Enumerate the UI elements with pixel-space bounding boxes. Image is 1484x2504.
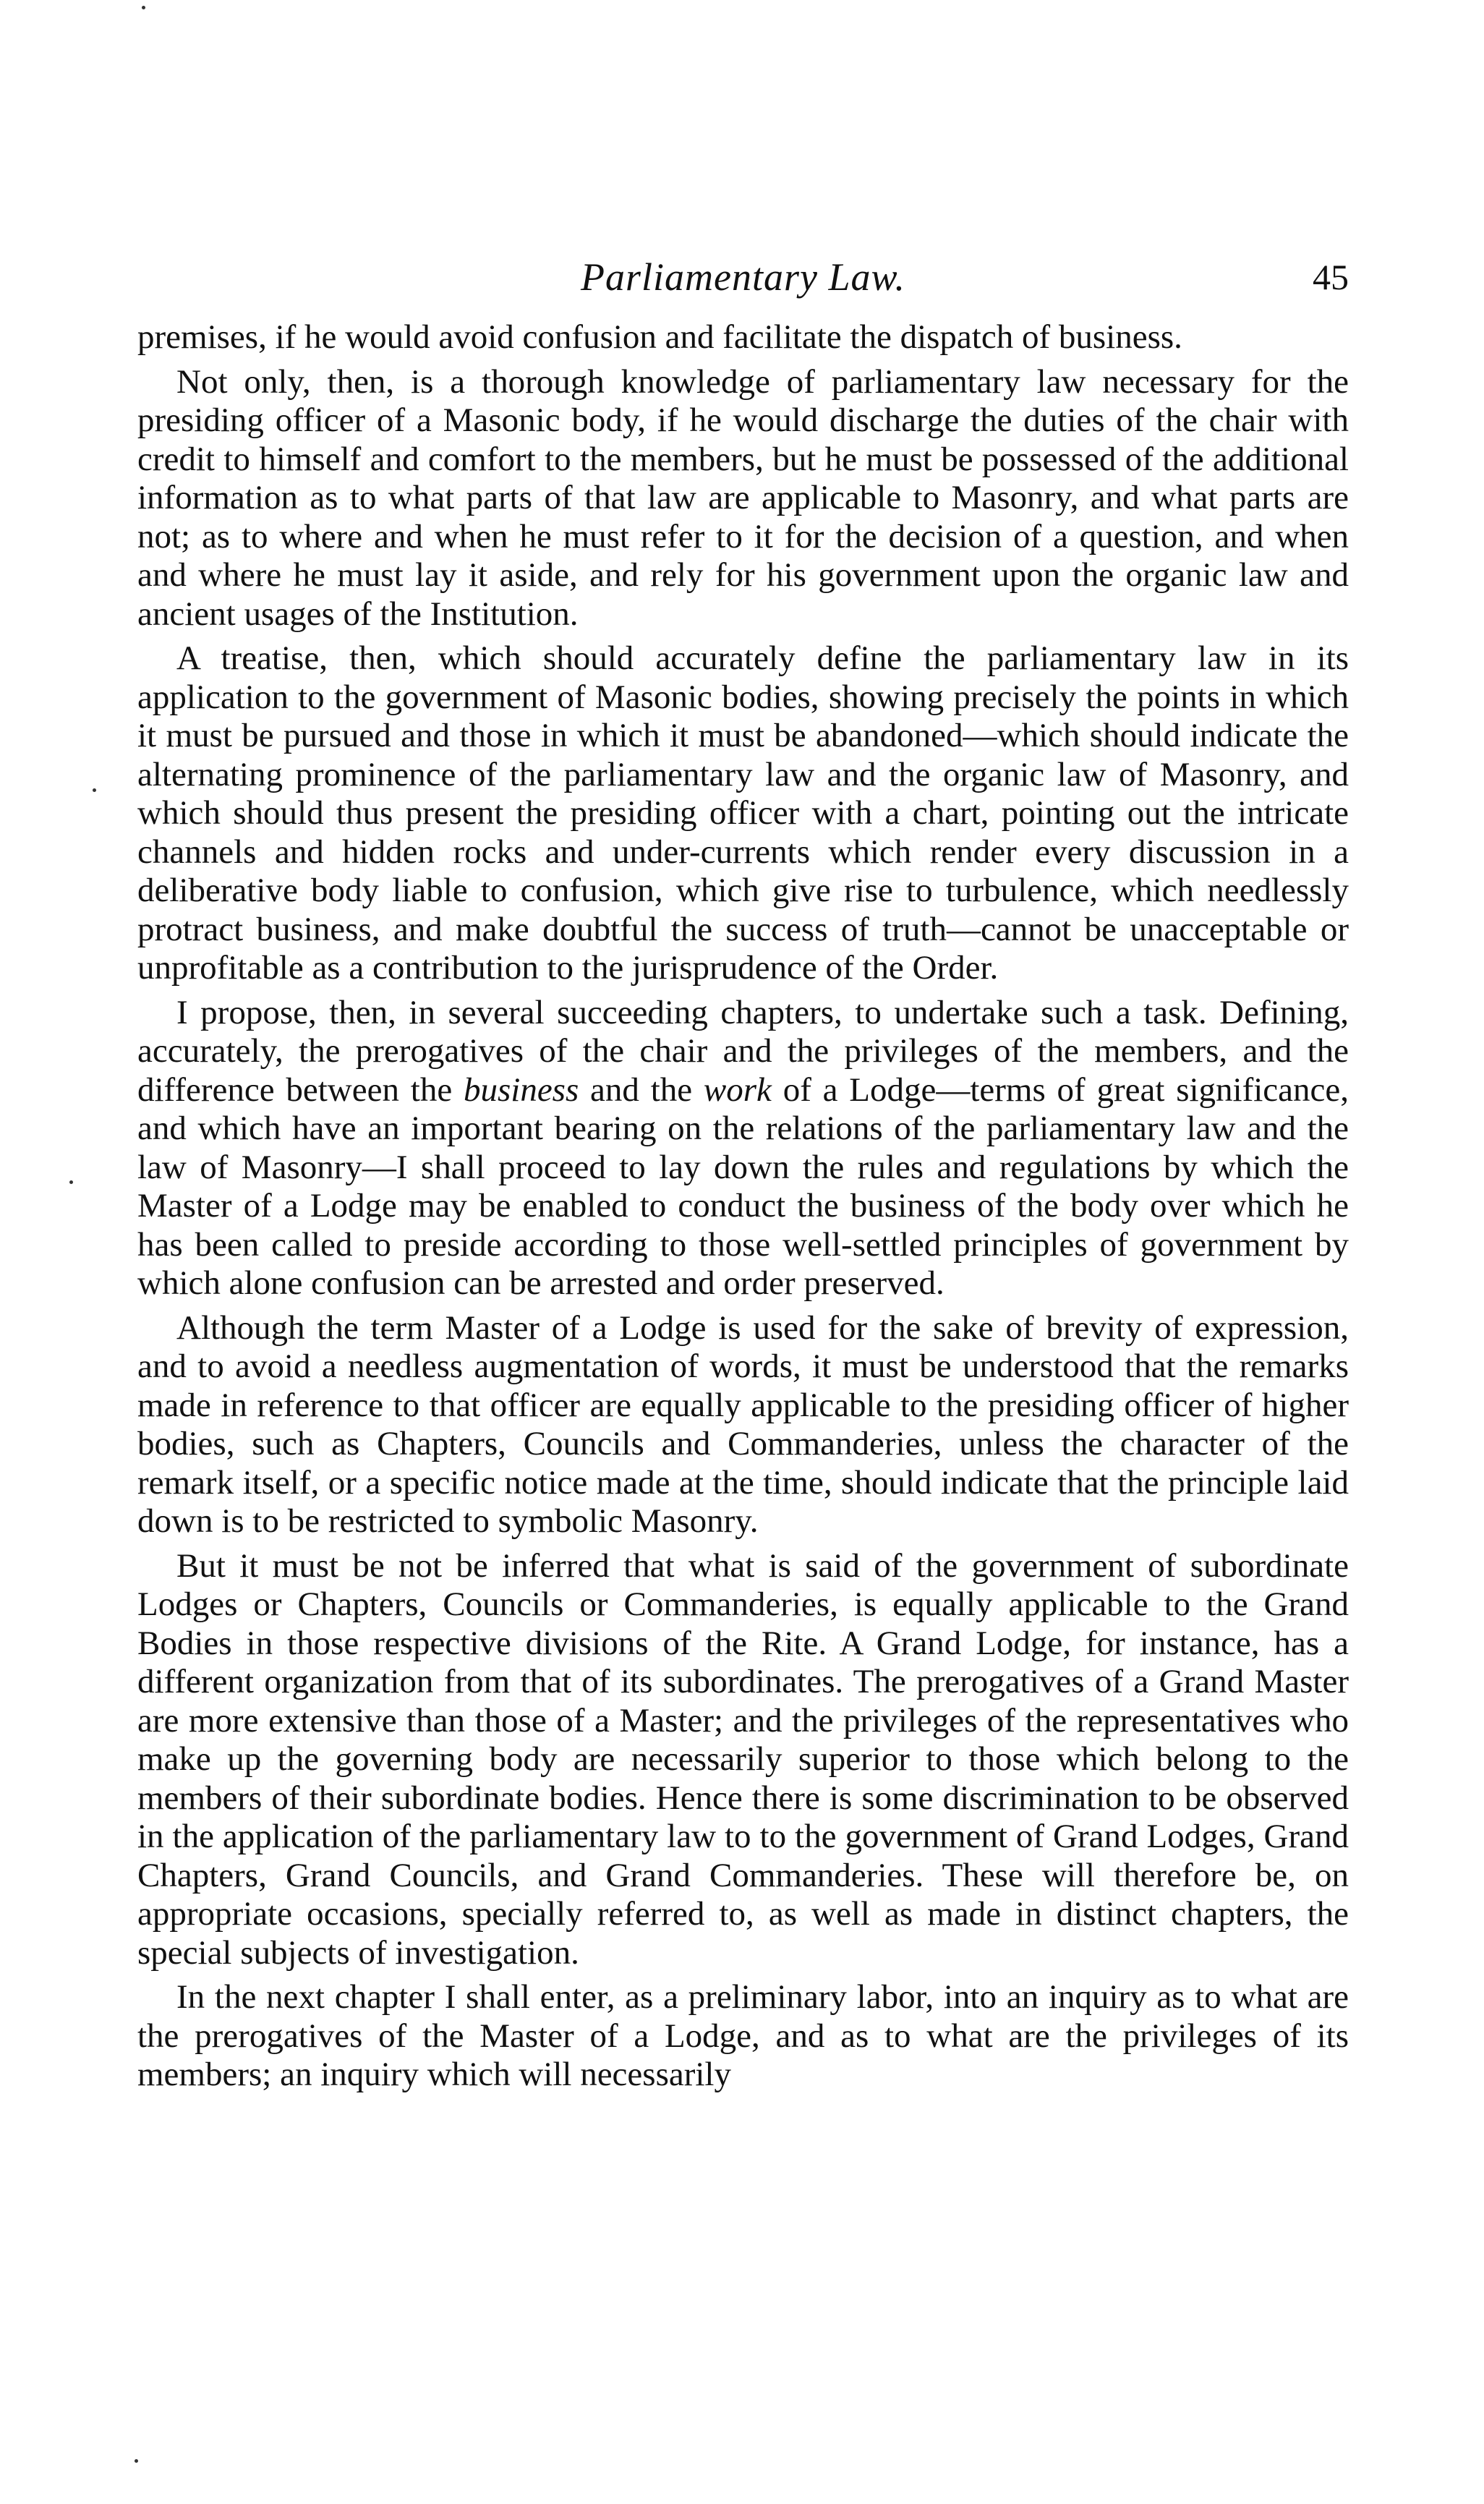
scan-speck: [135, 2459, 138, 2463]
body-text: [137, 318, 1349, 2100]
italic-term: work: [703, 1070, 772, 1109]
text-run: of a Lodge—terms of great significance, and which have an important bearing on the relations of the parliamentary law and the law of Masonry—I shall proceed to lay down the rules and regulations by which the Master of a Lodge may be enabled to conduct the business of the body over which he has been called to preside according to those well-settled principles of government by which alone confusion can be arrested and order preserved.: [137, 1070, 1349, 1302]
paragraph: [137, 639, 1349, 988]
paragraph: [137, 318, 1349, 357]
scan-speck: [69, 1180, 73, 1184]
paragraph: [137, 363, 1349, 634]
paragraph: [137, 1309, 1349, 1541]
page-number: 45: [1313, 257, 1349, 297]
paragraph: [137, 1547, 1349, 1973]
paragraph: [137, 1978, 1349, 2095]
text-run: But it must be not be inferred that what is said of the government of subordinate Lodges or Chapters, Councils or Commanderies, is equally applicable to the Grand Bodies in those respective divisions of the Rite. A Grand Lodge, for instance, has a different organization from that of its subordinates. The prerogatives of a Grand Master are more extensive than those of a Master; and the privileges of the representatives who make up the governing body are necessarily superior to those which belong to the members of their subordinate bodies. Hence there is some discrimination to be observed in the application of the parliamentary law to to the government of Grand Lodges, Grand Chapters, Grand Councils, and Grand Commanderies. These will therefore be, on appropriate occasions, specially referred to, as well as made in distinct chapters, the special subjects of investigation.: [137, 1546, 1349, 1972]
page-header: [137, 252, 1349, 302]
paragraph: [137, 994, 1349, 1303]
text-run: In the next chapter I shall enter, as a preliminary labor, into an inquiry as to what are the prerogatives of the Master of a Lodge, and as to what are the privileges of its members; an inquiry which will necessarily: [137, 1978, 1349, 2093]
text-run: premises, if he would avoid confusion and facilitate the dispatch of business.: [137, 318, 1182, 356]
scan-speck: [93, 788, 96, 792]
text-run: Although the term Master of a Lodge is used for the sake of brevity of expression, and to avoid a needless augmentation of words, it must be understood that the remarks made in reference to that officer are equally applicable to the presiding officer of higher bodies, such as Chapters, Councils and Commanderies, unless the character of the remark itself, or a specific notice made at the time, should indicate that the principle laid down is to be restricted to symbolic Masonry.: [137, 1308, 1349, 1540]
italic-term: business: [463, 1070, 579, 1109]
text-run: A treatise, then, which should accurately define the parliamentary law in its application to the government of Masonic bodies, showing precisely the points in which it must be pursued and those in which it must be abandoned—which should indicate the alternating prominence of the parliamentary law and the organic law of Masonry, and which should thus present the presiding officer with a chart, pointing out the intricate channels and hidden rocks and under-currents which render every discussion in a deliberative body liable to confusion, which give rise to turbulence, which needlessly protract business, and make doubtful the success of truth—cannot be unacceptable or unprofitable as a contribution to the jurisprudence of the Order.: [137, 639, 1349, 987]
text-run: and the: [579, 1070, 704, 1109]
scan-speck: [142, 6, 145, 9]
text-run: Not only, then, is a thorough knowledge of parliamentary law necessary for the presiding officer of a Masonic body, if he would discharge the duties of the chair with credit to himself and comfort to the members, but he must be possessed of the additional information as to what parts of that law are applicable to Masonry, and what parts are not; as to where and when he must refer to it for the decision of a question, and when and where he must lay it aside, and rely for his government upon the organic law and ancient usages of the Institution.: [137, 362, 1349, 633]
text-run: I propose, then, in several succeeding chapters, to undertake such a task. Defining, accurately, the prerogatives of the chair and the privileges of the members, and the difference between the: [137, 993, 1349, 1109]
running-title: Parliamentary Law.: [581, 255, 905, 299]
